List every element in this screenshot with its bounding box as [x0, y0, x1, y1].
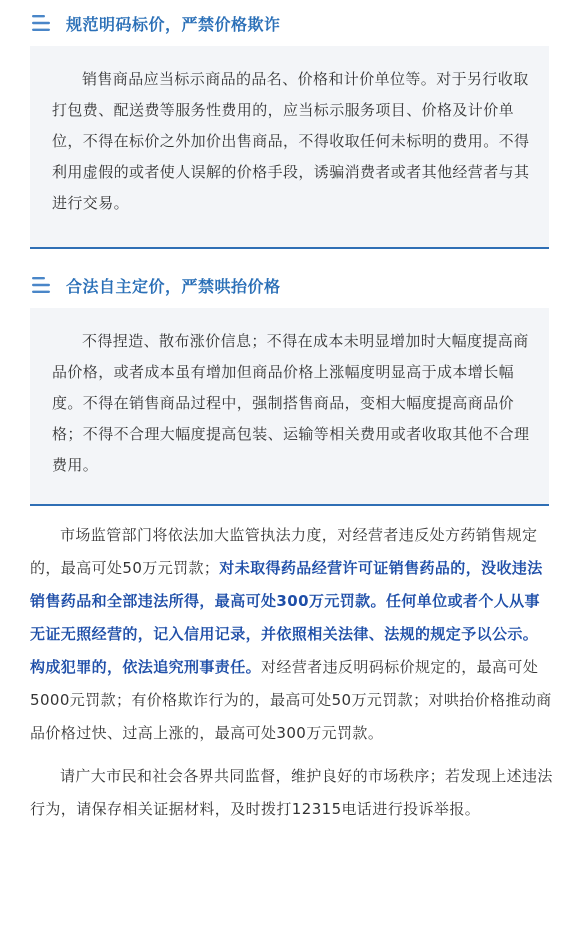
section-card [30, 46, 549, 247]
section-divider [30, 247, 549, 249]
menu-lines-icon [30, 12, 52, 34]
paragraph-text: 市场监管部门将依法加大监管执法力度，对经营者违反处方药销售规定的，最高可处50万元罚款； [30, 526, 538, 577]
section-lawful-pricing [0, 262, 575, 506]
section-body-text: 不得捏造、散布涨价信息；不得在成本未明显增加时大幅度提高商品价格，或者成本虽有增加但商品价格上涨幅度明显高于成本增长幅度。不得在销售商品过程中，强制搭售商品，变相大幅度提高商品价格；不得不合理大幅度提高包装、运输等相关费用或者收取其他不合理费用。 [52, 332, 530, 474]
section-price-labeling [0, 0, 575, 249]
section-card [30, 308, 549, 504]
section-title: 规范明码标价，严禁价格欺诈 [66, 14, 281, 34]
section-divider [30, 504, 549, 506]
section-body-text: 销售商品应当标示商品的品名、价格和计价单位等。对于另行收取打包费、配送费等服务性费用的，应当标示服务项目、价格及计价单位，不得在标价之外加价出售商品，不得收取任何未标明的费用。不得利用虚假的或者使人误解的价格手段，诱骗消费者或者其他经营者与其进行交易。 [52, 70, 530, 212]
section-header [0, 0, 575, 46]
section-header [0, 262, 575, 308]
enforcement-notice [30, 519, 553, 826]
enforcement-paragraph [30, 519, 553, 750]
paragraph-text: 对经营者违反明码标价规定的，最高可处5000元罚款；有价格欺诈行为的，最高可处50万元罚款；对哄抬价格推动商品价格过快、过高上涨的，最高可处300万元罚款。 [30, 658, 552, 742]
section-title: 合法自主定价，严禁哄抬价格 [66, 276, 281, 296]
highlighted-text: 对未取得药品经营许可证销售药品的，没收违法销售药品和全部违法所得，最高可处300万元罚款。任何单位或者个人从事无证无照经营的，记入信用记录，并依照相关法律、法规的规定予以公示。构成犯罪的，依法追究刑事责任。 [30, 559, 543, 676]
paragraph-spacer [30, 750, 553, 760]
appeal-paragraph: 请广大市民和社会各界共同监督，维护良好的市场秩序；若发现上述违法行为，请保存相关证据材料，及时拨打12315电话进行投诉举报。 [30, 767, 553, 818]
menu-lines-icon [30, 274, 52, 296]
